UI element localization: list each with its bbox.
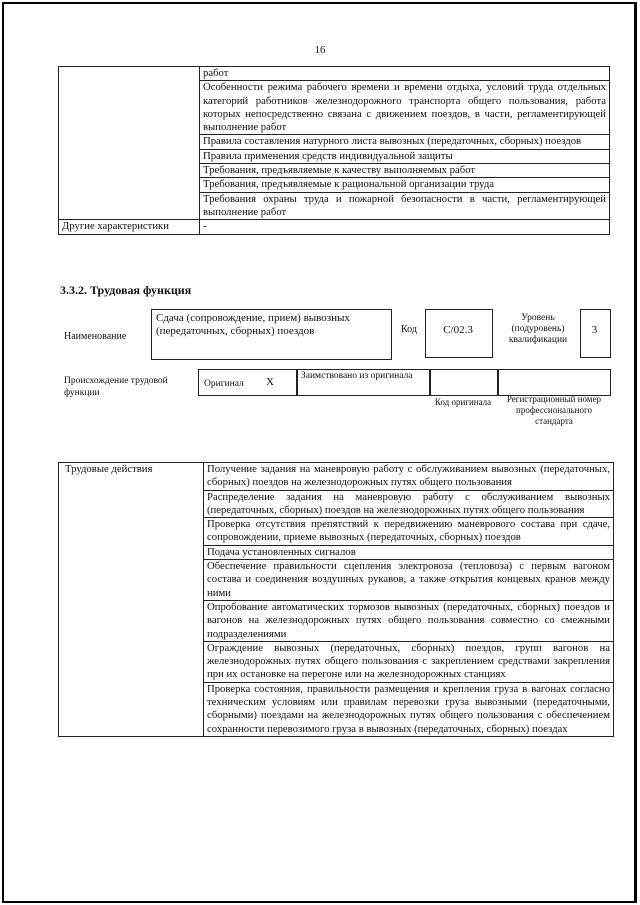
- name-value: Сдача (сопровождение, прием) вывозных (передаточных, сборных) поездов: [156, 312, 350, 338]
- knowledge-row: Требования, предъявляемые к рациональной организации труда: [200, 178, 610, 192]
- page-number: 16: [314, 44, 326, 56]
- code-label: Код: [401, 324, 417, 335]
- knowledge-left-cell: [59, 67, 200, 220]
- reg-number-label: Регистрационный номер профессионального стандарта: [506, 394, 602, 426]
- knowledge-row: Требования охраны труда и пожарной безопасности в части, регламентирующей выполнение работ: [200, 192, 610, 220]
- section-title: 3.3.2. Трудовая функция: [60, 283, 192, 297]
- knowledge-row: работ: [200, 67, 610, 81]
- level-value: 3: [591, 324, 598, 336]
- knowledge-row: Особенности режима рабочего времени и времени отдыха, условий труда отдельных категорий работников железнодорожного транспорта общего пользования, работа которых непосредственно связана с движением поездов, в части, регламентирующей выполнение работ: [200, 81, 610, 135]
- other-characteristics-value: -: [200, 220, 610, 234]
- name-label: Наименование: [64, 331, 127, 342]
- knowledge-row: Требования, предъявляемые к качеству выполняемых работ: [200, 164, 610, 178]
- labor-action-row: Ограждение вывозных (передаточных, сборных) поездов, групп вагонов на железнодорожных путях общего пользования с закреплением средствами закрепления при их остановке на перегоне или на железнодорожных станциях: [204, 641, 614, 682]
- labor-action-row: Проверка состояния, правильности размещения и крепления груза в вагонах согласно техническим условиям или правилам перевозки груза вывозными (передаточными, сборными) поездами на железнодорожных путях общего пользования с обеспечением сохранности перевозимого груза в вывозных (передаточных, сборных) поездах: [204, 682, 614, 736]
- labor-actions-label: Трудовые действия: [59, 463, 204, 737]
- borrowed-label: Заимствовано из оригинала: [301, 371, 413, 381]
- code-original-box: [429, 369, 499, 396]
- level-label: Уровень (подуровень) квалификации: [508, 313, 568, 345]
- other-characteristics-label: Другие характеристики: [59, 220, 200, 234]
- labor-action-row: Распределение задания на маневровую работу с обслуживанием вывозных (передаточных, сборных) поездов на железнодорожных путях общего пользования: [204, 490, 614, 518]
- knowledge-table: [58, 66, 610, 235]
- original-mark: X: [266, 376, 274, 388]
- knowledge-row: Правила составления натурного листа вывозных (передаточных, сборных) поездов: [200, 135, 610, 149]
- labor-action-row: Получение задания на маневровую работу с обслуживанием вывозных (передаточных, сборных) поездов на железнодорожных путях общего пользования: [204, 463, 614, 491]
- code-value: C/02.3: [443, 324, 473, 336]
- code-original-label: Код оригинала: [434, 397, 492, 407]
- reg-number-box: [497, 369, 611, 396]
- labor-action-row: Подача установленных сигналов: [204, 545, 614, 559]
- original-label: Оригинал: [204, 379, 244, 389]
- labor-action-row: Обеспечение правильности сцепления электровоза (тепловоза) с первым вагоном состава и соединения воздушных рукавов, а также открытия концевых кранов между ними: [204, 560, 614, 601]
- labor-action-row: Проверка отсутствия препятствий к передвижению маневрового состава при сдаче, сопровождении, приеме вывозных (передаточных, сборных) поездов: [204, 518, 614, 546]
- knowledge-row: Правила применения средств индивидуальной защиты: [200, 149, 610, 163]
- labor-action-row: Опробование автоматических тормозов вывозных (передаточных, сборных) поездов и вагонов на железнодорожных путях общего пользования совместно со смежными подразделениями: [204, 600, 614, 641]
- origin-label: Происхождение трудовой функции: [64, 376, 168, 398]
- labor-actions-table: [58, 462, 614, 737]
